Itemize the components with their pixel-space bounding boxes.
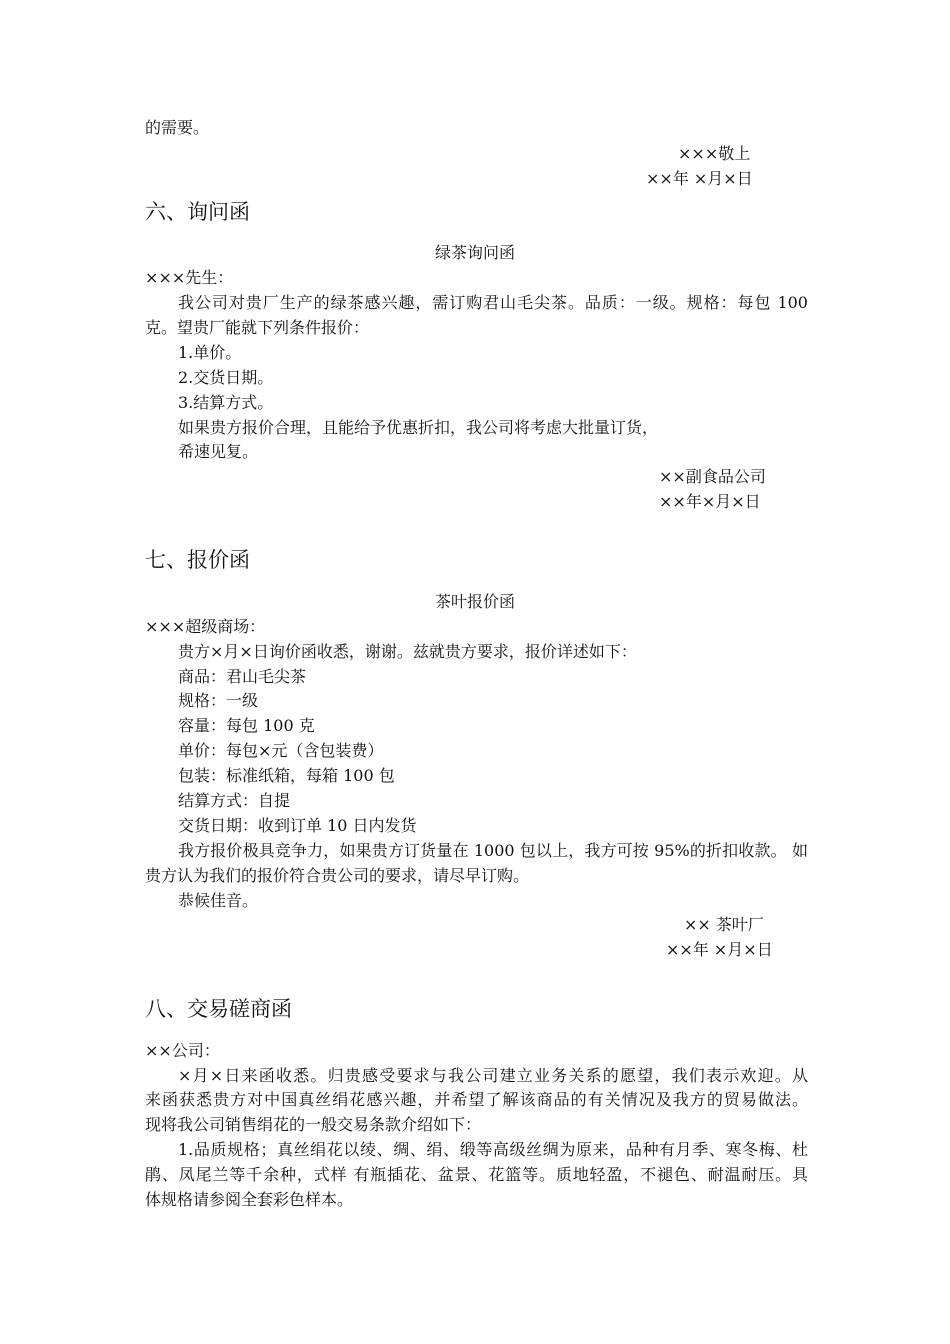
sec8-paragraph-1-line-1: ×月×日来函收悉。归贵感受要求与我公司建立业务关系的愿望，我们表示欢迎。从 [178, 1066, 808, 1085]
sec6-list-item: 1.单价。 [178, 343, 242, 362]
sec8-paragraph-2-line-2: 鹃、凤尾兰等千余种，式样 有瓶插花、盆景、花篮等。质地轻盈，不褪色、耐温耐压。具 [145, 1165, 808, 1184]
sec8-salutation: ××公司： [145, 1041, 220, 1060]
sec7-date: ××年 ×月×日 [666, 940, 773, 959]
sec6-salutation: ×××先生： [145, 268, 234, 287]
sec6-list-item: 2.交货日期。 [178, 368, 274, 387]
sec5-tail-text: 的需要。 [145, 118, 210, 137]
sec7-paragraph-3: 恭候佳音。 [178, 891, 259, 910]
sec6-paragraph-3: 希速见复。 [178, 442, 259, 461]
sec7-list-item: 交货日期：收到订单 10 日内发货 [178, 816, 417, 835]
sec6-list-item: 3.结算方式。 [178, 393, 274, 412]
sec5-signature: ×××敬上 [678, 144, 751, 163]
sec7-list-item: 包装：标准纸箱，每箱 100 包 [178, 766, 395, 785]
sec8-paragraph-1-line-3: 现将我公司销售绢花的一般交易条款介绍如下： [145, 1115, 482, 1134]
sec5-date: ××年 ×月×日 [646, 169, 753, 188]
sec7-paragraph-1: 贵方×月×日询价函收悉，谢谢。兹就贵方要求，报价详述如下： [178, 642, 637, 661]
sec7-letter-title: 茶叶报价函 [434, 592, 515, 611]
sec7-paragraph-2-line-2: 贵方认为我们的报价符合贵公司的要求，请尽早订购。 [145, 866, 530, 885]
sec7-salutation: ×××超级商场： [145, 617, 266, 636]
sec6-signature: ××副食品公司 [659, 467, 766, 486]
sec7-list-item: 商品：君山毛尖茶 [178, 667, 307, 686]
sec6-paragraph-1-line-1: 我公司对贵厂生产的绿茶感兴趣，需订购君山毛尖茶。品质：一级。规格：每包 100 [178, 293, 808, 312]
sec7-list-item: 单价：每包×元（含包装费） [178, 741, 384, 760]
sec7-heading: 七、报价函 [145, 548, 250, 572]
sec8-paragraph-2-line-1: 1.品质规格；真丝绢花以绫、绸、绢、缎等高级丝绸为原来，品种有月季、寒冬梅、杜 [178, 1140, 808, 1159]
sec7-list-item: 规格：一级 [178, 691, 259, 710]
sec7-paragraph-2-line-1: 我方报价极具竞争力，如果贵方订货量在 1000 包以上，我方可按 95%的折扣收款。 如 [178, 841, 808, 860]
sec7-signature: ×× 茶叶厂 [684, 915, 764, 934]
sec8-heading: 八、交易磋商函 [145, 997, 292, 1021]
sec6-paragraph-1-line-2: 克。望贵厂能就下列条件报价： [145, 318, 370, 337]
sec8-paragraph-2-line-3: 体规格请参阅全套彩色样本。 [145, 1190, 354, 1209]
sec7-list-item: 结算方式：自提 [178, 791, 291, 810]
sec6-heading: 六、询问函 [145, 200, 250, 224]
sec6-date: ××年×月×日 [659, 492, 761, 511]
sec7-list-item: 容量：每包 100 克 [178, 716, 315, 735]
sec6-paragraph-2: 如果贵方报价合理，且能给予优惠折扣，我公司将考虑大批量订货， [178, 418, 659, 437]
sec6-letter-title: 绿茶询问函 [434, 243, 515, 262]
sec8-paragraph-1-line-2: 来函获悉贵方对中国真丝绢花感兴趣，并希望了解该商品的有关情况及我方的贸易做法。 [145, 1090, 808, 1109]
